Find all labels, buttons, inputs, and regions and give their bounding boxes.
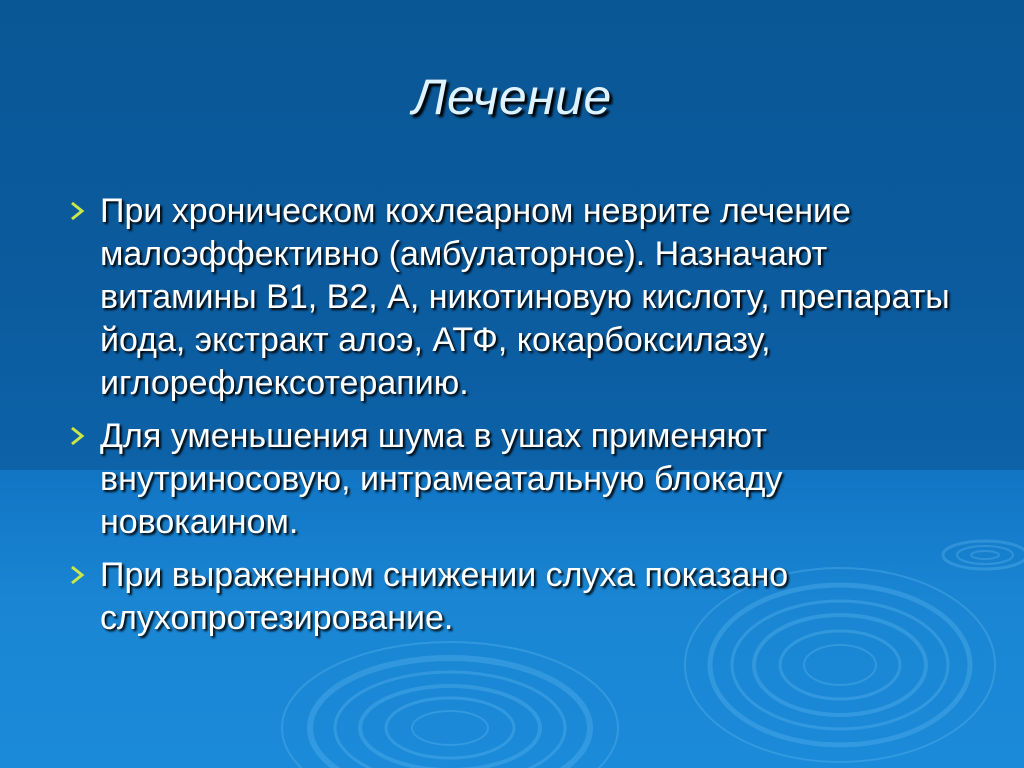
bullet-item [62,415,962,544]
bullet-text: Для уменьшения шума в ушах применяют внутриносовую, интрамеатальную блокаду новокаином. [100,417,783,541]
bullet-text: При хроническом кохлеарном неврите лечение малоэффективно (амбулаторное). Назначают витамины В1, В2, А, никотиновую кислоту, препараты йода, экстракт алоэ, АТФ, кокарбоксилазу, иглорефлексотерапию. [100,192,950,402]
chevron-right-icon [68,425,90,447]
bullet-item [62,554,962,640]
bullet-item [62,190,962,405]
slide-title: Лечение [412,69,612,125]
bullet-text: При выраженном снижении слуха показано слухопротезирование. [100,556,789,637]
bullet-list [62,190,962,650]
chevron-right-icon [68,200,90,222]
chevron-right-icon [68,564,90,586]
